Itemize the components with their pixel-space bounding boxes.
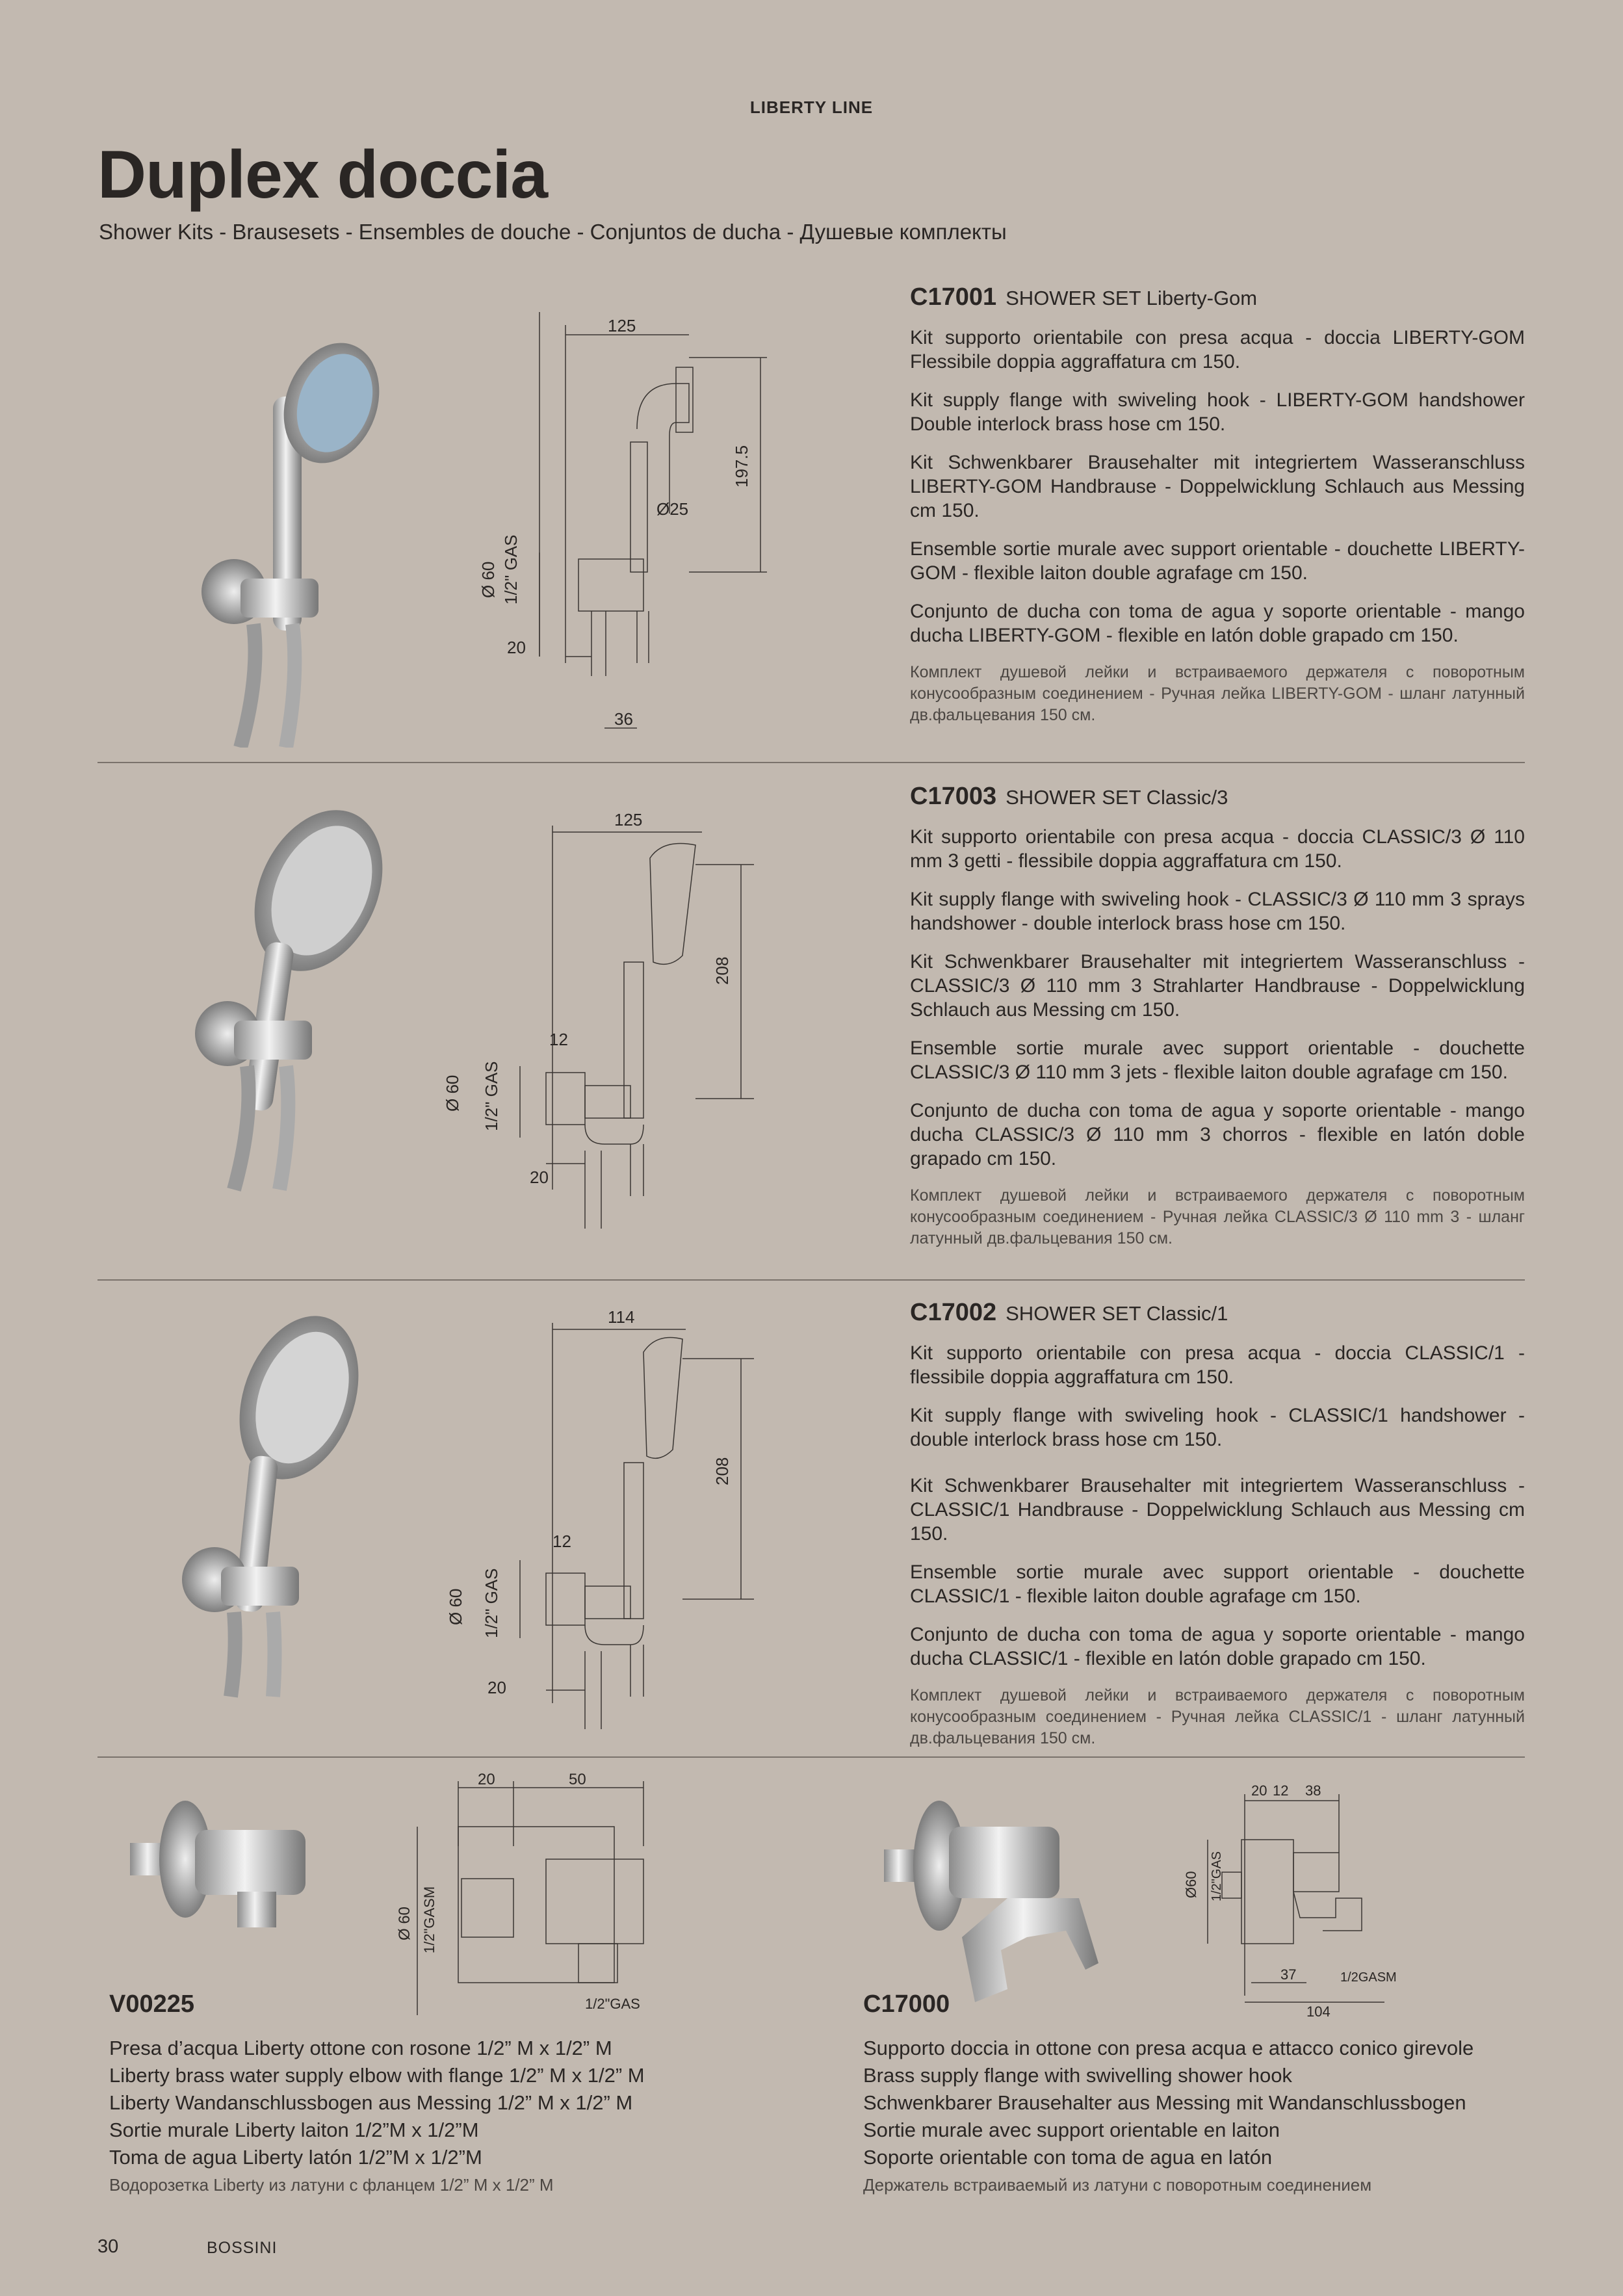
text-de: Kit Schwenkbarer Brausehalter mit integriertem Wasseranschluss - CLASSIC/1 Handbrause - Doppelwicklung Schlauch aus Messing cm 150. [910, 1475, 1525, 1545]
text-it: Kit supporto orientabile con presa acqua - doccia CLASSIC/3 Ø 110 mm 3 getti - flessibile doppia aggraffatura cm 150. [910, 826, 1525, 872]
technical-drawing-classic-3 [429, 800, 767, 1229]
text-it: Kit supporto orientabile con presa acqua - doccia LIBERTY-GOM Flessibile doppia aggraffatura cm 150. [910, 327, 1525, 372]
divider [97, 762, 1525, 763]
product-photo-classic-1 [169, 1300, 390, 1703]
accessory-photo-v00225 [123, 1781, 318, 1937]
dim-b: 12 [1273, 1782, 1289, 1799]
code-text: C17003 [910, 783, 997, 810]
dim-flange: Ø 60 [478, 561, 498, 598]
dim-gas: 1/2" GAS [482, 1061, 501, 1131]
divider [97, 1279, 1525, 1281]
product-block-c17003 [910, 783, 1525, 1249]
dim-width: 125 [614, 810, 643, 829]
text-en: Kit supply flange with swiveling hook - LIBERTY-GOM handshower Double interlock brass hose cm 150. [910, 389, 1525, 435]
text-ru: Комплект душевой лейки и встраиваемого держателя с поворотным конусообразным соединением - Ручная лейка CLASSIC/1 - шланг латунный дв.фальцевания 150 см. [910, 1686, 1525, 1747]
text-de: Liberty Wandanschlussbogen aus Messing 1/2” M x 1/2” M [109, 2091, 633, 2114]
text-en: Kit supply flange with swiveling hook - CLASSIC/1 handshower - double interlock brass hose cm 150. [910, 1405, 1525, 1450]
text-ru: Водорозетка Liberty из латуни с фланцем 1/2” M x 1/2” M [109, 2175, 554, 2195]
accessory-code-c17000: C17000 [863, 1990, 950, 2018]
code-text: C17001 [910, 283, 997, 311]
dim-gas: 1/2" GAS [501, 534, 521, 605]
text-es: Conjunto de ducha con toma de agua y soporte orientable - mango ducha CLASSIC/1 - flexible en latón doble grapado cm 150. [910, 1624, 1525, 1669]
dim-gas: 1/2" GAS [482, 1568, 501, 1638]
product-code [910, 1299, 1525, 1327]
text-it: Kit supporto orientabile con presa acqua - doccia CLASSIC/1 - flessibile doppia aggraffatura cm 150. [910, 1342, 1525, 1388]
product-block-c17001 [910, 283, 1525, 726]
dim-c: 38 [1305, 1782, 1321, 1799]
dim-width: 125 [608, 316, 636, 335]
accessory-code-v00225: V00225 [109, 1990, 195, 2018]
text-fr: Ensemble sortie murale avec support orientable - douchette CLASSIC/3 Ø 110 mm 3 jets - flexible laiton double agrafage cm 150. [910, 1037, 1525, 1083]
technical-drawing-c17000 [1170, 1775, 1417, 2022]
technical-drawing-classic-1 [429, 1300, 767, 1742]
dim-flange: Ø 60 [443, 1075, 462, 1112]
text-de: Schwenkbarer Brausehalter aus Messing mit Wandanschlussbogen [863, 2091, 1466, 2114]
divider [97, 1756, 1525, 1758]
dim-offset: 20 [487, 1678, 506, 1697]
page-subtitle: Shower Kits - Brausesets - Ensembles de douche - Conjuntos de ducha - Душевые комплекты [99, 220, 1007, 244]
product-block-c17002 [910, 1299, 1525, 1749]
dim-out: 1/2"GAS [585, 1996, 640, 2012]
text-es: Soporte orientable con toma de agua en latón [863, 2146, 1273, 2169]
text-fr: Ensemble sortie murale avec support orientable - douchette CLASSIC/1 - flexible laiton double agrafage cm 150. [910, 1561, 1525, 1607]
text-ru: Комплект душевой лейки и встраиваемого держателя с поворотным конусообразным соединением - Ручная лейка CLASSIC/3 Ø 110 mm 3 - шланг латунный дв.фальцевания 150 см. [910, 1186, 1525, 1247]
dim-width: 114 [608, 1307, 635, 1327]
dim-a: 20 [1251, 1782, 1267, 1799]
series-label: LIBERTY LINE [749, 98, 874, 117]
text-it: Supporto doccia in ottone con presa acqua e attacco conico girevole [863, 2037, 1474, 2059]
text-it: Presa d’acqua Liberty ottone con rosone 1/2” M x 1/2” M [109, 2037, 612, 2059]
product-code [910, 283, 1525, 311]
product-name: SHOWER SET Classic/3 [1006, 786, 1228, 809]
dim-b: 50 [569, 1771, 586, 1788]
text-ru: Держатель встраиваемый из латуни с поворотным соединением [863, 2175, 1372, 2195]
text-ru: Комплект душевой лейки и встраиваемого держателя с поворотным конусообразным соединением - Ручная лейка LIBERTY-GOM - шланг латунный дв.фальцевания 150 см. [910, 663, 1525, 724]
technical-drawing-liberty-gom [442, 312, 780, 741]
brand-name: BOSSINI [207, 2239, 278, 2257]
product-photo-liberty-gom [182, 332, 416, 748]
accessory-text-c17000 [863, 2035, 1578, 2198]
text-fr: Ensemble sortie murale avec support orientable - douchette LIBERTY-GOM - flexible laiton double agrafage cm 150. [910, 538, 1525, 584]
product-name: SHOWER SET Liberty-Gom [1006, 287, 1258, 309]
dim-width: 104 [1306, 2003, 1331, 2020]
dim-gasm: 1/2GASM [1340, 1970, 1397, 1985]
dim-flange: Ø 60 [446, 1588, 465, 1625]
text-en: Brass supply flange with swivelling shower hook [863, 2064, 1292, 2087]
text-fr: Sortie murale Liberty laiton 1/2”M x 1/2”M [109, 2119, 479, 2141]
page-title: Duplex doccia [97, 137, 548, 213]
product-name: SHOWER SET Classic/1 [1006, 1302, 1228, 1325]
dim-gasm: 1/2"GASM [421, 1886, 437, 1953]
code-text: C17002 [910, 1299, 997, 1326]
dim-bottom: 36 [614, 709, 633, 729]
dim-12: 12 [549, 1030, 568, 1049]
technical-drawing-v00225 [390, 1768, 663, 2015]
dim-flange: Ø60 [1183, 1871, 1199, 1898]
text-de: Kit Schwenkbarer Brausehalter mit integriertem Wasseranschluss LIBERTY-GOM Handbrause - Doppelwicklung Schlauch aus Messing cm 150. [910, 452, 1525, 521]
accessory-photo-c17000 [877, 1781, 1124, 2015]
text-es: Conjunto de ducha con toma de agua y soporte orientable - mango ducha LIBERTY-GOM - flexible en latón doble grapado cm 150. [910, 601, 1525, 646]
product-photo-classic-3 [182, 793, 403, 1196]
text-en: Liberty brass water supply elbow with flange 1/2” M x 1/2” M [109, 2064, 645, 2087]
dim-a: 20 [478, 1771, 495, 1788]
dim-12: 12 [552, 1532, 571, 1551]
dim-offset: 20 [507, 638, 526, 657]
dim-flange: Ø 60 [396, 1906, 413, 1940]
dim-offset: 20 [530, 1168, 549, 1187]
text-en: Kit supply flange with swiveling hook - CLASSIC/3 Ø 110 mm 3 sprays handshower - double interlock brass hose cm 150. [910, 889, 1525, 934]
dim-37: 37 [1280, 1966, 1297, 1983]
text-es: Toma de agua Liberty latón 1/2”M x 1/2”M [109, 2146, 482, 2169]
accessory-text-v00225 [109, 2035, 857, 2198]
dim-gas: 1/2"GAS [1210, 1851, 1224, 1901]
dim-height: 208 [712, 1457, 732, 1485]
text-de: Kit Schwenkbarer Brausehalter mit integriertem Wasseranschluss - CLASSIC/3 Ø 110 mm 3 Strahlarter Handbrause - Doppelwicklung Schlauch aus Messing cm 150. [910, 951, 1525, 1021]
dim-d25: Ø25 [656, 499, 689, 519]
dim-height: 197.5 [732, 445, 751, 488]
page-number: 30 [97, 2236, 119, 2257]
text-es: Conjunto de ducha con toma de agua y soporte orientable - mango ducha CLASSIC/3 Ø 110 mm 3 chorros - flexible en latón doble grapado cm 150. [910, 1100, 1525, 1169]
product-code [910, 783, 1525, 811]
dim-height: 208 [712, 956, 732, 985]
text-fr: Sortie murale avec support orientable en laiton [863, 2119, 1280, 2141]
